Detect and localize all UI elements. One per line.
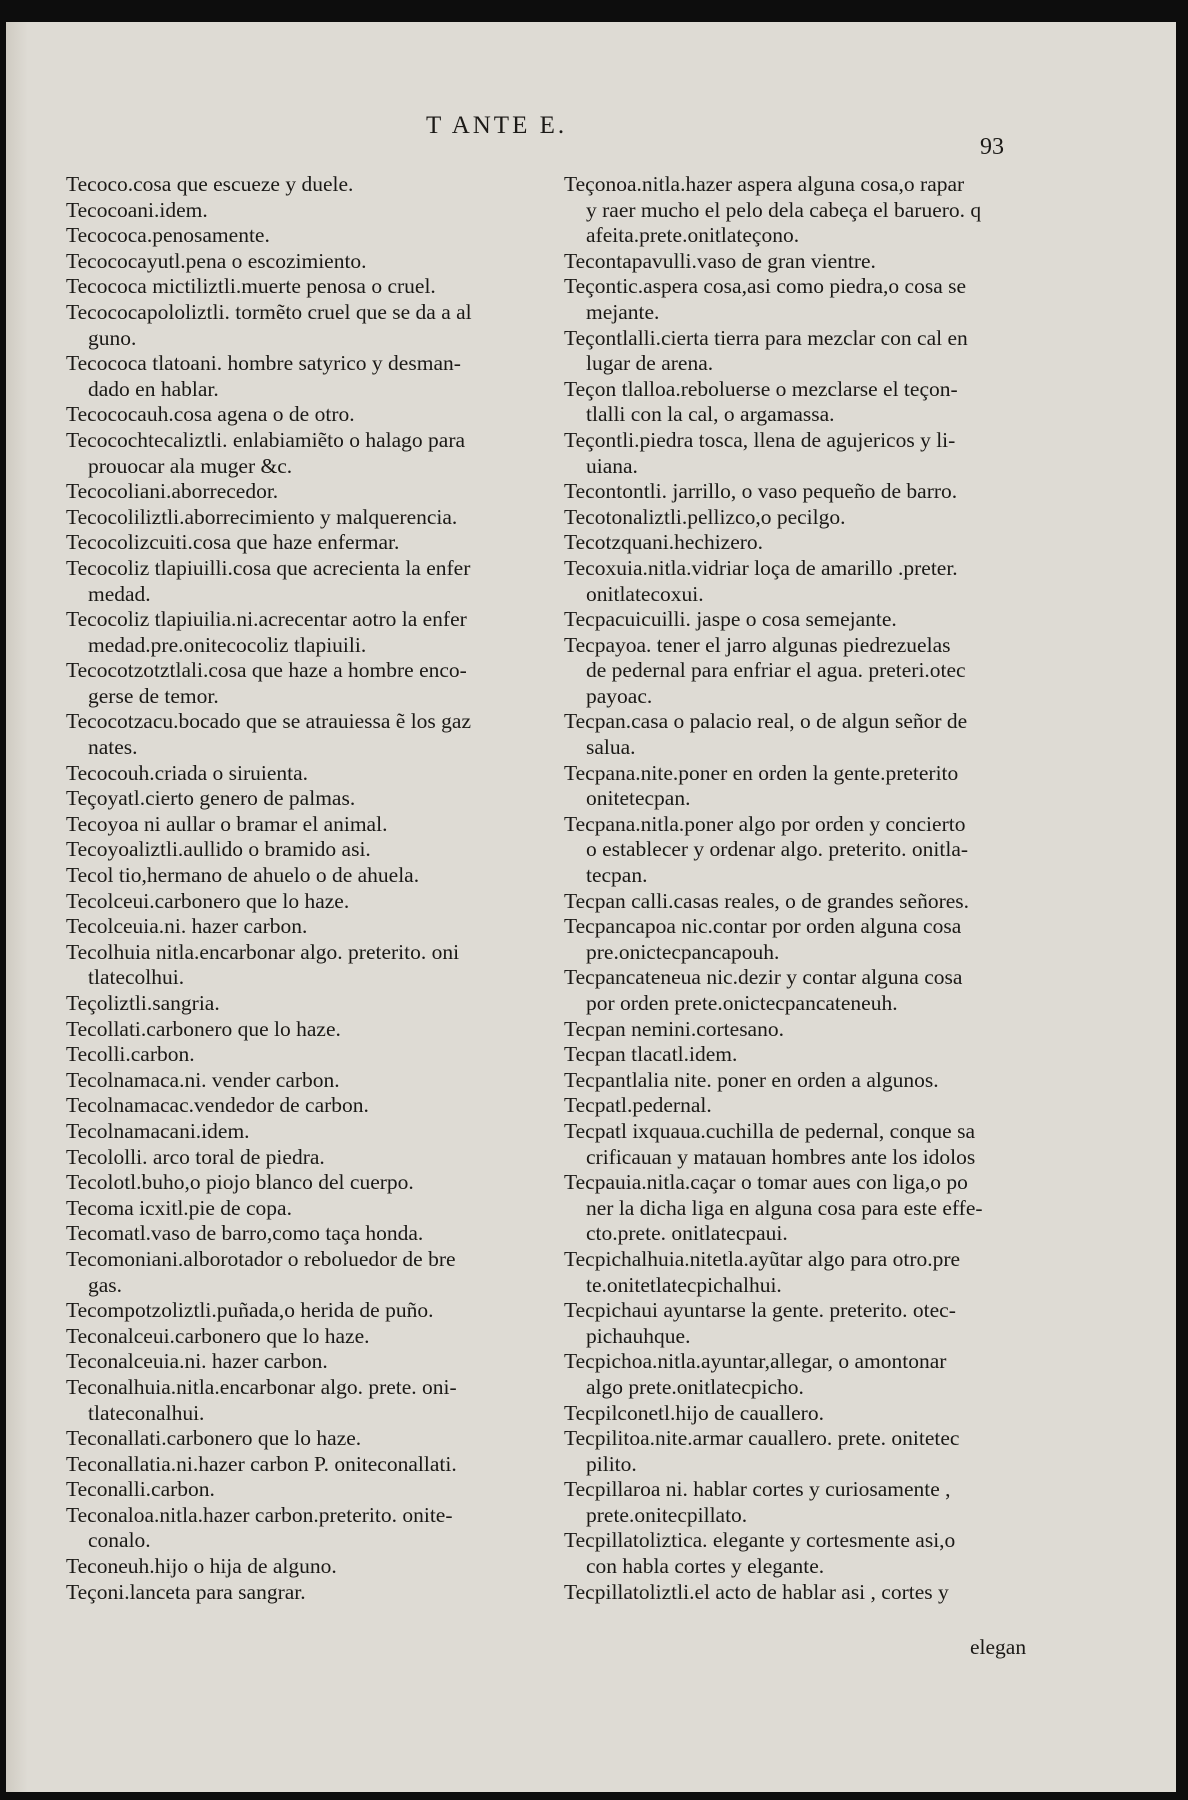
- dictionary-entry: Tecoyoa ni aullar o bramar el animal.: [66, 811, 388, 836]
- dictionary-entry: Tecocouh.criada o siruienta.: [66, 760, 309, 785]
- dictionary-entry: Tecolotl.buho,o piojo blanco del cuerpo.: [66, 1170, 414, 1195]
- dictionary-entry: Teconalceuia.ni. hazer carbon.: [66, 1349, 328, 1374]
- dictionary-entry: Teçoliztli.sangria.: [66, 991, 220, 1015]
- dictionary-entry: Tecococa.penosamente.: [66, 223, 270, 248]
- dictionary-entry: Tecoyoaliztli.aullido o bramido asi.: [66, 837, 371, 862]
- dictionary-entry: Tecococapololiztli. tormẽto cruel que se da a al guno.: [66, 299, 472, 350]
- dictionary-entry: Tecpan tlacatl.idem.: [564, 1042, 738, 1067]
- dictionary-entry: Tecpichoa.nitla.ayuntar,allegar, o amontonar algo prete.onitlatecpicho.: [564, 1349, 947, 1399]
- dictionary-entry: Tecpancateneua nic.dezir y contar alguna cosa por orden prete.onictecpancateneuh.: [564, 965, 963, 1015]
- dictionary-entry: Tecoco.cosa que escueze y duele.: [66, 172, 354, 196]
- running-head: T ANTE E.: [426, 112, 568, 139]
- dictionary-entry: Tecocoani.idem.: [66, 197, 208, 222]
- dictionary-entry: Tecotonaliztli.pellizco,o pecilgo.: [564, 504, 846, 529]
- dictionary-entry: Tecpichalhuia.nitetla.ayũtar algo para otro.pre te.onitetlatecpichalhui.: [564, 1246, 961, 1297]
- dictionary-entry: Tecompotzoliztli.puñada,o herida de puño.: [66, 1298, 434, 1323]
- dictionary-entry: Teçontic.aspera cosa,asi como piedra,o cosa se mejante.: [564, 274, 967, 324]
- left-column: [66, 172, 552, 1605]
- dictionary-entry: Tecococayutl.pena o escozimiento.: [66, 248, 367, 273]
- dictionary-entry: Tecpana.nitla.poner algo por orden y concierto o establecer y ordenar algo. preterito. onitla- tecpan.: [564, 811, 969, 888]
- dictionary-entry: Tecocoliz tlapiuilia.ni.acrecentar aotro la enfer medad.pre.onitecocoliz tlapiuili.: [66, 607, 467, 657]
- dictionary-entry: Tecpan nemini.cortesano.: [564, 1016, 784, 1041]
- dictionary-entry: Tecocolizcuiti.cosa que haze enfermar.: [66, 530, 400, 555]
- dictionary-entry: Teçon tlalloa.reboluerse o mezclarse el teçon- tlalli con la cal, o argamassa.: [564, 376, 958, 427]
- dictionary-entry: Tecpancapoa nic.contar por orden alguna cosa pre.onictecpancapouh.: [564, 914, 962, 964]
- dictionary-entry: Tecolhuia nitla.encarbonar algo. preterito. oni tlatecolhui.: [66, 939, 460, 990]
- dictionary-entry: Tecontapavulli.vaso de gran vientre.: [564, 248, 876, 273]
- binding-edge: [6, 22, 28, 1792]
- dictionary-entry: Tecotzquani.hechizero.: [564, 530, 764, 555]
- dictionary-entry: Tecoma icxitl.pie de copa.: [66, 1195, 292, 1220]
- catchword: elegan: [970, 1635, 1027, 1659]
- dictionary-entry: Tecpichaui ayuntarse la gente. preterito. otec- pichauhque.: [564, 1298, 956, 1348]
- dictionary-entry: Teçoyatl.cierto genero de palmas.: [66, 786, 356, 811]
- dictionary-entry: Tecpantlalia nite. poner en orden a algunos.: [564, 1067, 939, 1092]
- dictionary-entry: Tecocoliani.aborrecedor.: [66, 479, 279, 504]
- dictionary-entry: Tecpacuicuilli. jaspe o cosa semejante.: [564, 607, 897, 632]
- dictionary-entry: Tecollati.carbonero que lo haze.: [66, 1016, 341, 1041]
- dictionary-entry: Tecol tio,hermano de ahuelo o de ahuela.: [66, 863, 420, 888]
- dictionary-entry: Tecolnamacac.vendedor de carbon.: [66, 1093, 369, 1118]
- dictionary-entry: Tecpillatoliztica. elegante y cortesmente asi,o con habla cortes y elegante.: [564, 1528, 956, 1579]
- dictionary-entry: Teconeuh.hijo o hija de alguno.: [66, 1554, 337, 1579]
- dictionary-entry: Tecpilconetl.hijo de cauallero.: [564, 1400, 824, 1425]
- book-page: [6, 22, 1176, 1792]
- dictionary-entry: Teconalli.carbon.: [66, 1477, 215, 1502]
- dictionary-entry: Tecolceui.carbonero que lo haze.: [66, 888, 350, 913]
- dictionary-entry: Tecpatl.pedernal.: [564, 1093, 712, 1118]
- dictionary-entry: Tecpan calli.casas reales, o de grandes señores.: [564, 888, 970, 913]
- dictionary-entry: Tecocochtecaliztli. enlabiamiẽto o halago para prouocar ala muger &c.: [66, 427, 466, 478]
- dictionary-entry: Teconalhuia.nitla.encarbonar algo. prete. oni- tlateconalhui.: [66, 1374, 457, 1425]
- dictionary-entry: Tecolli.carbon.: [66, 1042, 195, 1067]
- dictionary-entry: Teçonoa.nitla.hazer aspera alguna cosa,o rapar y raer mucho el pelo dela cabeça el baruero. q afeita.prete.onitlateçono.: [564, 172, 982, 248]
- dictionary-entry: Teçontli.piedra tosca, llena de agujericos y li- uiana.: [564, 427, 956, 478]
- dictionary-entry: Tecpauia.nitla.caçar o tomar aues con liga,o po ner la dicha liga en alguna cosa para este effe- cto.prete. onitlatecpaui.: [564, 1170, 983, 1246]
- dictionary-entry: Tecomoniani.alborotador o reboluedor de bre gas.: [66, 1246, 456, 1297]
- dictionary-entry: Tecocoliliztli.aborrecimiento y malquerencia.: [66, 504, 458, 529]
- dictionary-entry: Tecocotzacu.bocado que se atrauiessa ẽ los gaz nates.: [66, 709, 472, 760]
- dictionary-entry: Teconallatia.ni.hazer carbon P. oniteconallati.: [66, 1451, 457, 1476]
- dictionary-entry: Tecpillaroa ni. hablar cortes y curiosamente , prete.onitecpillato.: [564, 1477, 951, 1527]
- dictionary-entry: Tecpatl ixquaua.cuchilla de pedernal, conque sa crificauan y matauan hombres ante los idolos: [564, 1118, 976, 1169]
- dictionary-entry: Tecococa tlatoani. hombre satyrico y desman- dado en hablar.: [66, 351, 461, 401]
- dictionary-entry: Teconaloa.nitla.hazer carbon.preterito. onite- conalo.: [66, 1502, 453, 1553]
- dictionary-entry: Tecolnamacani.idem.: [66, 1118, 250, 1143]
- dictionary-entry: Tecpayoa. tener el jarro algunas piedrezuelas de pedernal para enfriar el agua. preteri.otec payoac.: [564, 632, 966, 708]
- dictionary-entry: Tecpillatoliztli.el acto de hablar asi , cortes y: [564, 1579, 949, 1604]
- dictionary-entry: Teconallati.carbonero que lo haze.: [66, 1426, 362, 1451]
- dictionary-entry: Tecomatl.vaso de barro,como taça honda.: [66, 1221, 424, 1246]
- dictionary-entry: Tecpan.casa o palacio real, o de algun señor de salua.: [564, 709, 968, 760]
- dictionary-entry: Tecololli. arco toral de piedra.: [66, 1144, 325, 1169]
- dictionary-entry: Tecpana.nite.poner en orden la gente.preterito onitetecpan.: [564, 760, 959, 811]
- dictionary-entry: Tecocoliz tlapiuilli.cosa que acrecienta la enfer medad.: [66, 555, 471, 606]
- dictionary-entry: Tecontontli. jarrillo, o vaso pequeño de barro.: [564, 479, 958, 504]
- right-column: [564, 172, 1040, 1605]
- dictionary-entry: Teconalceui.carbonero que lo haze.: [66, 1323, 370, 1348]
- dictionary-entry: Tecococa mictiliztli.muerte penosa o cruel.: [66, 274, 436, 299]
- dictionary-entry: Teçoni.lanceta para sangrar.: [66, 1579, 306, 1604]
- page-number: 93: [980, 134, 1004, 160]
- dictionary-entry: Tecolnamaca.ni. vender carbon.: [66, 1067, 340, 1092]
- dictionary-entry: Tecolceuia.ni. hazer carbon.: [66, 914, 308, 939]
- dictionary-entry: Tecoxuia.nitla.vidriar loça de amarillo .preter. onitlatecoxui.: [564, 555, 958, 606]
- dictionary-entry: Tecocotzotztlali.cosa que haze a hombre enco- gerse de temor.: [66, 658, 467, 708]
- dictionary-entry: Tecpilitoa.nite.armar cauallero. prete. onitetec pilito.: [564, 1426, 960, 1476]
- dictionary-entry: Tecococauh.cosa agena o de otro.: [66, 402, 355, 427]
- dictionary-entry: Teçontlalli.cierta tierra para mezclar con cal en lugar de arena.: [564, 325, 968, 376]
